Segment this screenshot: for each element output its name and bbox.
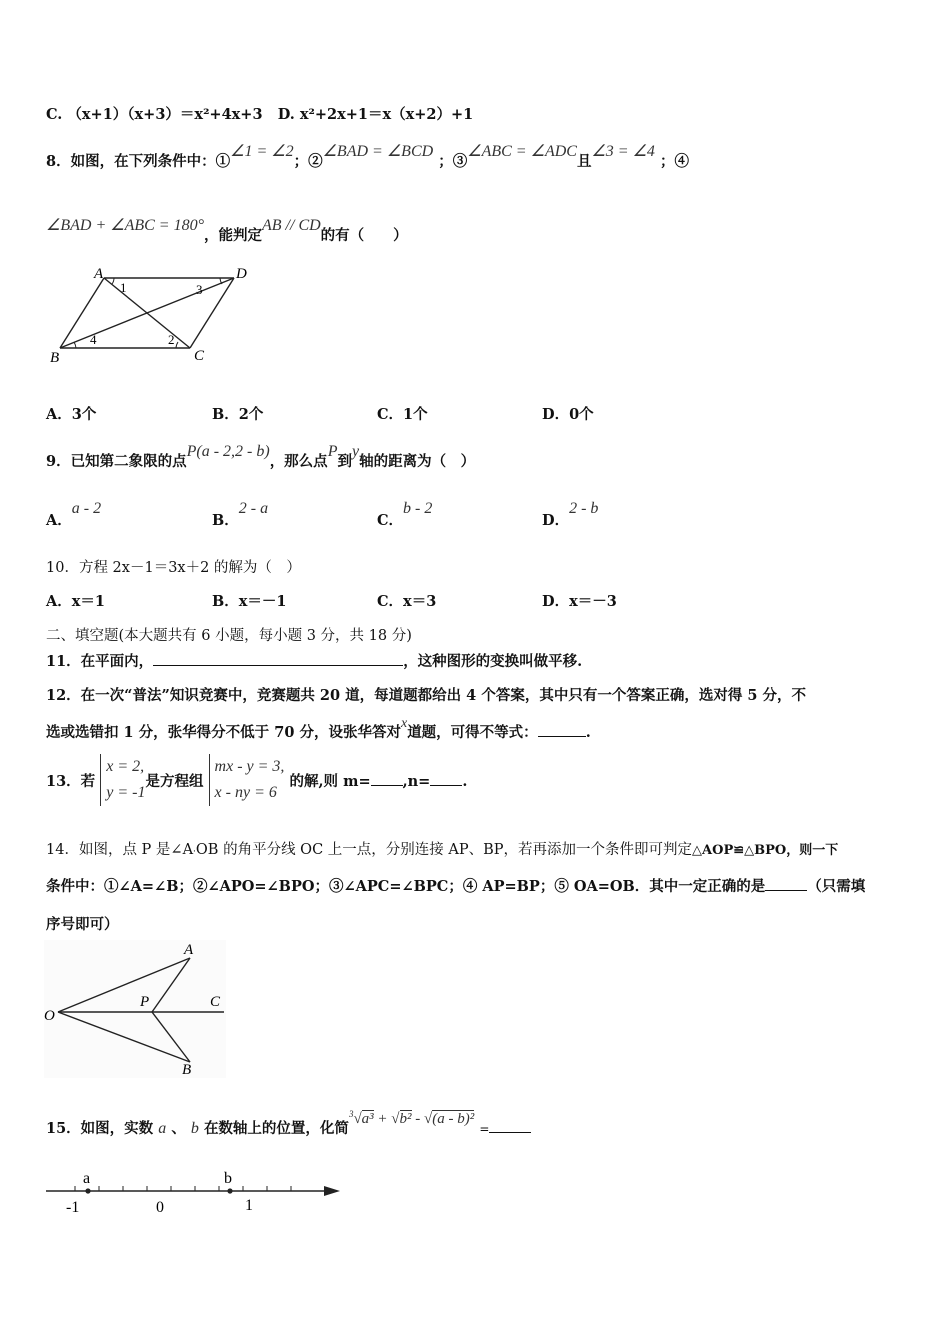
q15-ab: (a - b)² bbox=[432, 1111, 475, 1127]
q15-b2: b² bbox=[399, 1111, 412, 1127]
q10-option-d-text: x＝－3 bbox=[569, 593, 617, 610]
q8-option-d-label: D． bbox=[542, 406, 570, 423]
q9-y: y bbox=[351, 443, 360, 460]
q11-stem bbox=[46, 650, 582, 671]
q8-label-a: A bbox=[94, 266, 104, 282]
q15-a3: a³ bbox=[361, 1111, 374, 1127]
q15-tick-0: 0 bbox=[156, 1199, 164, 1216]
q8-option-d[interactable] bbox=[542, 403, 594, 424]
q8-stem-c: 的有（ ） bbox=[320, 227, 408, 244]
q9-option-d[interactable] bbox=[542, 500, 599, 530]
q9-stem-c: 到 bbox=[337, 453, 352, 470]
q8-angle-2: 2 bbox=[168, 332, 175, 347]
q13-eq2: x - ny = 6 bbox=[214, 784, 277, 801]
q8-stem-line1 bbox=[46, 143, 689, 171]
q9-option-b[interactable] bbox=[212, 500, 269, 530]
q14-label-c: C bbox=[210, 994, 221, 1010]
q8-option-b[interactable] bbox=[212, 403, 263, 424]
q10-option-b-text: x＝－1 bbox=[238, 593, 287, 610]
q8-target: AB // CD bbox=[262, 217, 321, 234]
q9-stem-a: 已知第二象限的点 bbox=[70, 453, 187, 470]
q14-line1a: 14．如图，点 P 是∠A bbox=[46, 842, 194, 858]
q14-angle-figure bbox=[44, 940, 226, 1078]
q13-solution-system bbox=[100, 754, 145, 806]
q10-option-d[interactable] bbox=[542, 590, 617, 611]
q9-option-c[interactable] bbox=[377, 500, 433, 530]
q8-option-d-text: 0个 bbox=[569, 406, 594, 423]
q15-number-line bbox=[40, 1168, 350, 1224]
q8-angle-4: 4 bbox=[90, 332, 97, 347]
q10-stem: 10．方程 2x－1＝3x＋2 的解为（ ） bbox=[46, 560, 301, 576]
q9-option-d-label: D． bbox=[542, 512, 570, 529]
q9-option-b-text: 2 - a bbox=[238, 500, 269, 517]
q9-option-d-text: 2 - b bbox=[569, 500, 599, 517]
q7-option-c-text: （x+1）（x+3）＝x²+4x+3 bbox=[67, 106, 263, 123]
q13-n-blank[interactable] bbox=[430, 771, 462, 786]
q12-line1: 12．在一次“普法”知识竞赛中，竞赛题共 20 道，每道题都给出 4 个答案，其中只有一个答案正确，选对得 5 分，不 bbox=[46, 687, 806, 704]
q8-stem-b: ，能判定 bbox=[204, 227, 262, 244]
q14-label-p: P bbox=[140, 994, 150, 1010]
q8-option-a[interactable] bbox=[46, 403, 96, 424]
q13-n: ,n= bbox=[402, 772, 431, 790]
q10-option-a-label: A． bbox=[46, 593, 72, 610]
q12-line2c: . bbox=[585, 724, 591, 741]
q14-line2-text: 条件中：①∠A=∠B；②∠APO=∠BPO；③∠APC=∠BPC；④ AP=BP；⑤ OA=OB．其中一定正确的是 bbox=[46, 878, 766, 895]
q9-option-a[interactable] bbox=[46, 500, 102, 530]
q8-cond3a: ∠ABC = ∠ADC bbox=[467, 143, 577, 160]
q15-a: a bbox=[158, 1120, 167, 1137]
q14-tri: △AOP≌△BPO，则一下 bbox=[692, 843, 839, 858]
q8-option-a-label: A． bbox=[46, 406, 72, 423]
q8-label-d: D bbox=[236, 266, 247, 282]
q8-option-c[interactable] bbox=[377, 403, 428, 424]
q15-sep: 、 bbox=[171, 1120, 186, 1137]
q15-tick-neg1: -1 bbox=[66, 1199, 80, 1216]
q9-option-c-label: C． bbox=[377, 512, 404, 529]
q8-cond1: ∠1 = ∠2 bbox=[230, 143, 294, 160]
q9-stem-d: 轴的距离为（ ） bbox=[359, 453, 476, 470]
q8-sep1: ；② bbox=[293, 153, 323, 170]
q13-sol2: y = -1 bbox=[106, 784, 146, 801]
q15-b: b bbox=[190, 1120, 199, 1137]
q13-end: . bbox=[462, 772, 468, 790]
q12-line2b: 道题，可得不等式： bbox=[407, 724, 538, 741]
q8-stem-line2 bbox=[46, 217, 408, 245]
q8-option-b-text: 2个 bbox=[238, 406, 264, 423]
q9-option-a-label: A． bbox=[46, 512, 72, 529]
q8-number: 8． bbox=[46, 153, 71, 170]
q12-x: x bbox=[400, 716, 408, 731]
q10-option-c-label: C． bbox=[377, 593, 404, 610]
q10-option-c[interactable] bbox=[377, 590, 436, 611]
q11-stem-a: 11．在平面内， bbox=[46, 653, 154, 670]
q12-answer-blank[interactable] bbox=[538, 722, 586, 737]
q14-label-a: A bbox=[184, 942, 194, 958]
q15-point-b: b bbox=[224, 1170, 232, 1187]
q13-eq1: mx - y = 3, bbox=[214, 758, 285, 775]
q14-line2-end: （只需填 bbox=[807, 878, 866, 895]
q8-cond3b: ∠3 = ∠4 bbox=[591, 143, 655, 160]
q7-options bbox=[46, 103, 473, 124]
q10-option-c-text: x＝3 bbox=[403, 593, 437, 610]
q13-equation-system bbox=[209, 754, 285, 806]
section2-title: 二、填空题(本大题共有 6 小题，每小题 3 分，共 18 分) bbox=[46, 628, 412, 644]
q15-eq: = bbox=[479, 1122, 490, 1136]
q15-expression: $^3$√a³ + √b² - √(a - b)² bbox=[348, 1109, 475, 1127]
q8-option-b-label: B． bbox=[212, 406, 239, 423]
q9-point: P(a - 2,2 - b) bbox=[186, 443, 270, 460]
q14-label-o: O bbox=[44, 1008, 55, 1024]
q13-mid: 是方程组 bbox=[145, 772, 204, 790]
q7-option-d-text: x²+2x+1＝x（x+2）+1 bbox=[299, 106, 474, 123]
q10-option-b[interactable] bbox=[212, 590, 287, 611]
q9-p: P bbox=[327, 443, 338, 460]
q10-option-b-label: B． bbox=[212, 593, 239, 610]
q14-line2 bbox=[46, 875, 865, 896]
q13-number: 13．若 bbox=[46, 772, 96, 790]
q8-angle-1: 1 bbox=[120, 280, 127, 295]
q9-number: 9． bbox=[46, 453, 71, 470]
q9-option-b-label: B． bbox=[212, 512, 239, 529]
q8-cond2: ∠BAD = ∠BCD bbox=[322, 143, 434, 160]
q10-option-a-text: x＝1 bbox=[71, 593, 105, 610]
q8-label-c: C bbox=[194, 348, 205, 364]
q9-option-c-text: b - 2 bbox=[403, 500, 433, 517]
q9-option-a-text: a - 2 bbox=[71, 500, 102, 517]
q11-answer-blank[interactable] bbox=[153, 651, 403, 666]
q14-label-b: B bbox=[182, 1062, 192, 1078]
q8-label-b: B bbox=[50, 350, 60, 366]
q14-line1 bbox=[46, 838, 838, 859]
q8-parallelogram-figure bbox=[44, 262, 254, 368]
q13-m-blank[interactable] bbox=[371, 771, 403, 786]
q8-cond4: ∠BAD + ∠ABC = 180° bbox=[46, 217, 204, 234]
q13-tail-wrap bbox=[290, 770, 468, 791]
q15-stem-b: 在数轴上的位置，化简 bbox=[203, 1120, 349, 1137]
q14-line3: 序号即可） bbox=[46, 916, 119, 933]
q7-option-d-label: D. bbox=[277, 106, 295, 123]
q8-option-c-text: 1个 bbox=[403, 406, 428, 423]
q8-sep3: ；④ bbox=[659, 153, 689, 170]
q9-stem bbox=[46, 443, 476, 471]
q8-option-c-label: C． bbox=[377, 406, 404, 423]
q11-stem-b: ，这种图形的变换叫做平移. bbox=[403, 653, 583, 670]
q10-option-d-label: D． bbox=[542, 593, 570, 610]
q8-sep2: ；③ bbox=[438, 153, 468, 170]
q12-line2 bbox=[46, 716, 591, 742]
q15-plus: + bbox=[377, 1111, 388, 1127]
q12-line2a: 选或选错扣 1 分，张华得分不低于 70 分，设张华答对 bbox=[46, 724, 401, 741]
q14-answer-blank[interactable] bbox=[765, 876, 807, 891]
q7-option-c-label: C. bbox=[46, 106, 63, 123]
q15-root-index: 3 bbox=[348, 1109, 354, 1119]
q15-point-a: a bbox=[83, 1170, 91, 1187]
q15-stem-a: 15．如图，实数 bbox=[46, 1120, 154, 1137]
q14-dot: · bbox=[193, 847, 196, 857]
q14-line1b: OB 的角平分线 OC 上一点，分别连接 AP、BP，若再添加一个条件即可判定 bbox=[195, 842, 693, 858]
q10-option-a[interactable] bbox=[46, 590, 105, 611]
q15-answer-blank[interactable] bbox=[489, 1118, 531, 1133]
q8-option-a-text: 3个 bbox=[71, 406, 97, 423]
q8-stem-a: 如图，在下列条件中：① bbox=[70, 153, 231, 170]
q13-stem bbox=[46, 754, 467, 806]
q9-stem-b: ，那么点 bbox=[269, 453, 328, 470]
q8-angle-3: 3 bbox=[196, 282, 203, 297]
q15-tick-1: 1 bbox=[245, 1197, 253, 1214]
q13-tail: 的解,则 m= bbox=[289, 772, 371, 790]
q13-sol1: x = 2, bbox=[106, 758, 145, 775]
q15-stem bbox=[46, 1109, 531, 1138]
q15-minus: - bbox=[415, 1111, 421, 1127]
q8-and: 且 bbox=[576, 153, 592, 170]
